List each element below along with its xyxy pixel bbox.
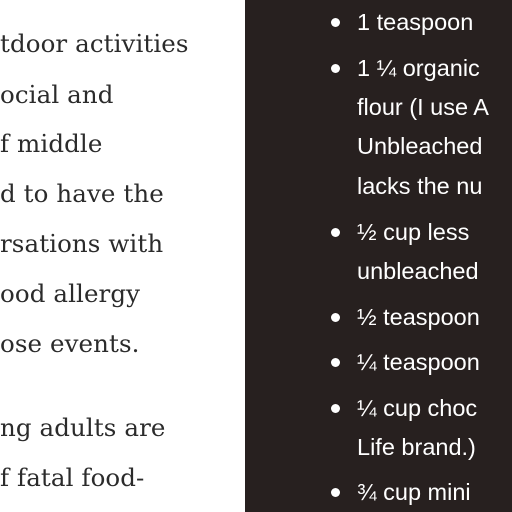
ingredient-item: ¾ cup mini <box>357 479 471 505</box>
bullet-icon <box>331 358 340 367</box>
bullet-icon <box>331 64 340 73</box>
ingredient-item-continuation: unbleached <box>357 258 479 284</box>
ingredient-item: ½ cup less <box>357 219 470 245</box>
ingredient-item-continuation: flour (I use A <box>357 94 489 120</box>
ingredient-item: ¼ teaspoon <box>357 349 480 375</box>
bullet-icon <box>331 313 340 322</box>
article-line: tdoor activities <box>0 29 189 58</box>
bullet-icon <box>331 488 340 497</box>
ingredient-item: 1 teaspoon <box>357 9 474 35</box>
article-line: rsations with <box>0 229 164 258</box>
ingredient-item-continuation: Unbleached <box>357 133 483 159</box>
article-line: f fatal food- <box>0 463 145 492</box>
ingredient-item: ¼ cup choc <box>357 395 478 421</box>
article-line: ood allergy <box>0 279 141 308</box>
bullet-icon <box>331 404 340 413</box>
article-line: ose events. <box>0 329 140 358</box>
article-line: ng adults are <box>0 413 166 442</box>
bullet-icon <box>331 18 340 27</box>
article-line: d to have the <box>0 179 164 208</box>
ingredient-item-continuation: lacks the nu <box>357 173 483 199</box>
ingredient-item: 1 ¼ organic <box>357 55 480 81</box>
article-text-column <box>0 0 245 512</box>
article-line: f middle <box>0 129 103 158</box>
ingredient-item: ½ teaspoon <box>357 304 480 330</box>
ingredients-panel <box>245 0 512 512</box>
bullet-icon <box>331 228 340 237</box>
ingredient-item-continuation: Life brand.) <box>357 434 476 460</box>
article-line: ocial and <box>0 80 114 109</box>
